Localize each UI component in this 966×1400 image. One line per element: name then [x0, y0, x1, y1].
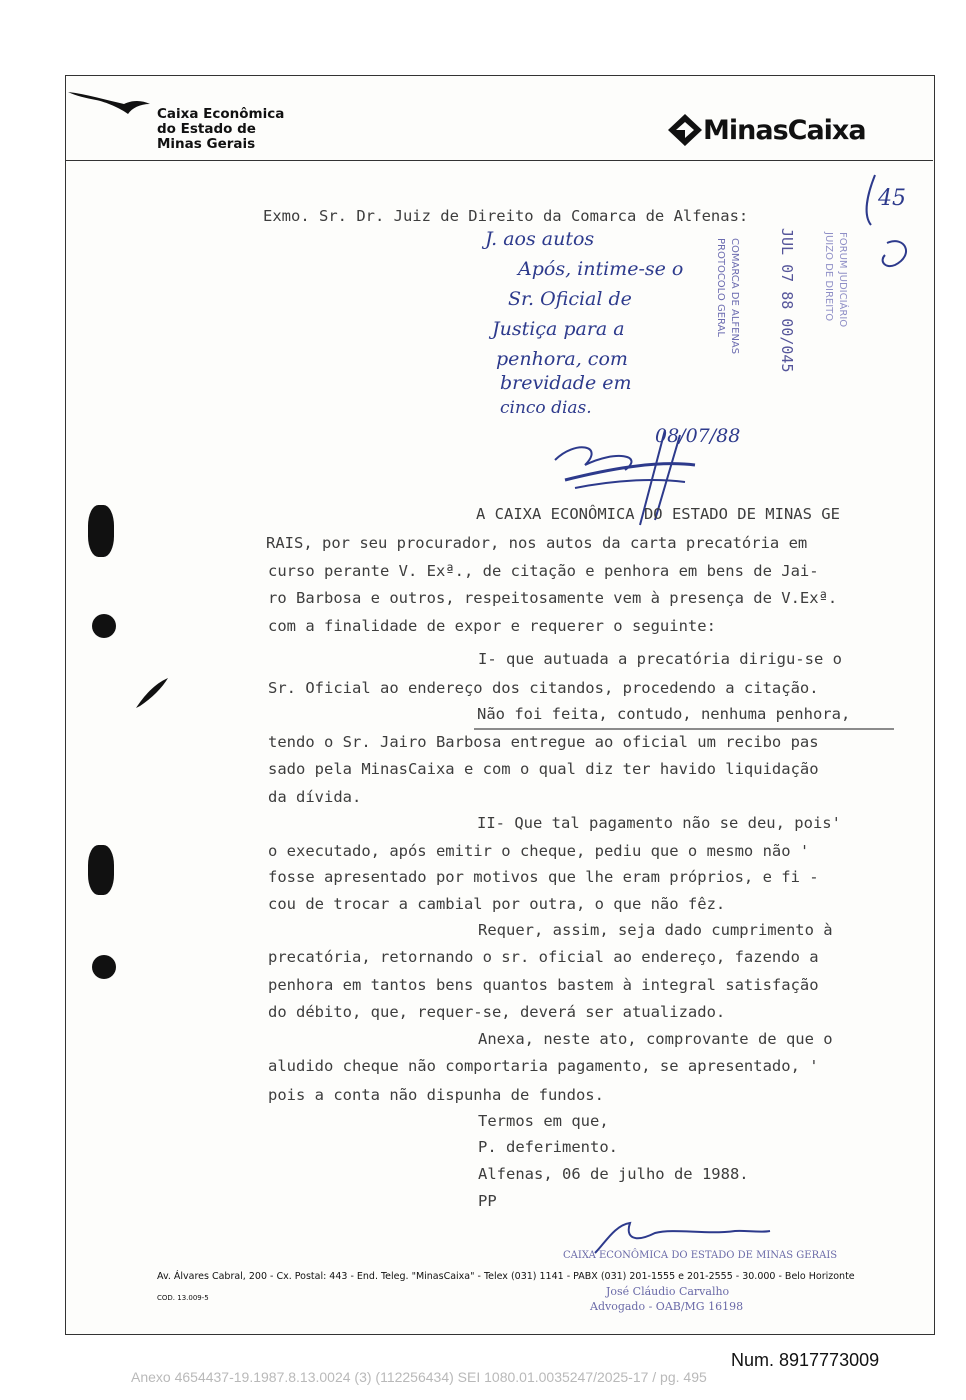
handwritten-underline	[474, 728, 894, 730]
stamp-line: COMARCA DE ALFENAS	[729, 238, 740, 355]
institution-name	[157, 107, 284, 152]
header-rule	[65, 160, 933, 161]
signature-stamp-line: CAIXA ECONÔMICA DO ESTADO DE MINAS GERAIS	[563, 1250, 838, 1261]
stamp-line: JUIZO DE DIREITO	[823, 232, 834, 322]
note-line: penhora, com	[496, 348, 628, 370]
document-number: Num. 8917773009	[731, 1350, 880, 1370]
punch-hole	[88, 505, 114, 557]
body-line: II- Que tal pagamento não se deu, pois'	[477, 814, 841, 832]
minascaixa-logo	[667, 113, 866, 147]
body-line: RAIS, por seu procurador, nos autos da carta precatória em	[266, 534, 808, 552]
signature-stamp-line: José Cláudio Carvalho	[606, 1285, 730, 1298]
handwritten-page-number: 45	[878, 186, 906, 211]
note-line: cinco dias.	[500, 398, 592, 418]
stamp-line: PROTOCOLO GERAL	[715, 238, 726, 337]
note-line: brevidade em	[500, 372, 632, 394]
body-line: penhora em tantos bens quantos bastem à integral satisfação	[268, 976, 819, 994]
body-line: curso perante V. Exª., de citação e penhora em bens de Jai-	[268, 562, 819, 580]
institution-line: Minas Gerais	[157, 136, 256, 152]
body-line: da dívida.	[268, 788, 362, 806]
note-line: Sr. Oficial de	[508, 288, 632, 310]
note-date: 08/07/88	[655, 425, 741, 447]
body-line: I- que autuada a precatória dirigu-se o	[478, 650, 842, 668]
body-line: ro Barbosa e outros, respeitosamente vem à presença de V.Exª.	[268, 589, 838, 607]
signature-stamp-line: Advogado - OAB/MG 16198	[590, 1300, 744, 1313]
body-line: do débito, que, requer-se, deverá ser atualizado.	[268, 1003, 726, 1021]
body-line: Anexa, neste ato, comprovante de que o	[478, 1030, 833, 1048]
body-line: com a finalidade de expor e requerer o seguinte:	[268, 617, 716, 635]
protocol-stamp	[715, 228, 796, 398]
body-line: P. deferimento.	[478, 1138, 618, 1156]
note-line: J. aos autos	[485, 228, 595, 250]
ink-mark	[134, 676, 170, 710]
handwritten-page-number-mark	[845, 165, 935, 285]
forum-stamp	[818, 232, 858, 382]
annex-line: Anexo 4654437-19.1987.8.13.0024 (3) (112256434) SEI 1080.01.0035247/2025-17 / pg. 495	[131, 1369, 707, 1385]
body-line: Sr. Oficial ao endereço dos citandos, procedendo a citação.	[268, 679, 819, 697]
institution-line: Caixa Econômica	[157, 106, 285, 122]
body-line: cou de trocar a cambial por outra, o que não fêz.	[268, 895, 726, 913]
note-line: Após, intime-se o	[518, 258, 684, 280]
stamp-line: FORUM JUDICIÁRIO	[837, 232, 848, 328]
body-line: A CAIXA ECONÔMICA DO ESTADO DE MINAS GE	[476, 505, 840, 523]
diamond-logo-icon	[667, 113, 703, 147]
punch-hole	[92, 955, 116, 979]
body-line: Alfenas, 06 de julho de 1988.	[478, 1165, 749, 1183]
institution-line: do Estado de	[157, 121, 256, 137]
footer-address: Av. Álvares Cabral, 200 - Cx. Postal: 443 - End. Teleg. "MinasCaixa" - Telex (031) 1141 - PABX (031) 201-1555 e 201-2555 - 30.000 - Belo Horizonte	[157, 1271, 855, 1282]
body-line: fosse apresentado por motivos que lhe eram próprios, e fi -	[268, 868, 819, 886]
punch-hole	[88, 845, 114, 895]
body-line: precatória, retornando o sr. oficial ao endereço, fazendo a	[268, 948, 819, 966]
bird-logo-icon	[66, 86, 156, 122]
protocol-number: JUL 07 88 00/045	[778, 228, 796, 373]
logo-text: MinasCaixa	[703, 114, 866, 146]
body-line: pois a conta não dispunha de fundos.	[268, 1086, 604, 1104]
form-code: COD. 13.009-5	[157, 1294, 209, 1302]
addressee-line: Exmo. Sr. Dr. Juiz de Direito da Comarca de Alfenas:	[263, 207, 749, 225]
body-line: Não foi feita, contudo, nenhuma penhora,	[477, 705, 851, 723]
body-line: aludido cheque não comportaria pagamento, se apresentado, '	[268, 1057, 819, 1075]
note-line: Justiça para a	[492, 318, 625, 340]
body-line: tendo o Sr. Jairo Barbosa entregue ao oficial um recibo pas	[268, 733, 819, 751]
body-line: o executado, após emitir o cheque, pediu que o mesmo não '	[268, 842, 810, 860]
body-line: PP	[478, 1192, 497, 1210]
body-line: Requer, assim, seja dado cumprimento à	[478, 921, 833, 939]
body-line: Termos em que,	[478, 1112, 609, 1130]
punch-hole	[92, 614, 116, 638]
body-line: sado pela MinasCaixa e com o qual diz ter havido liquidação	[268, 760, 819, 778]
